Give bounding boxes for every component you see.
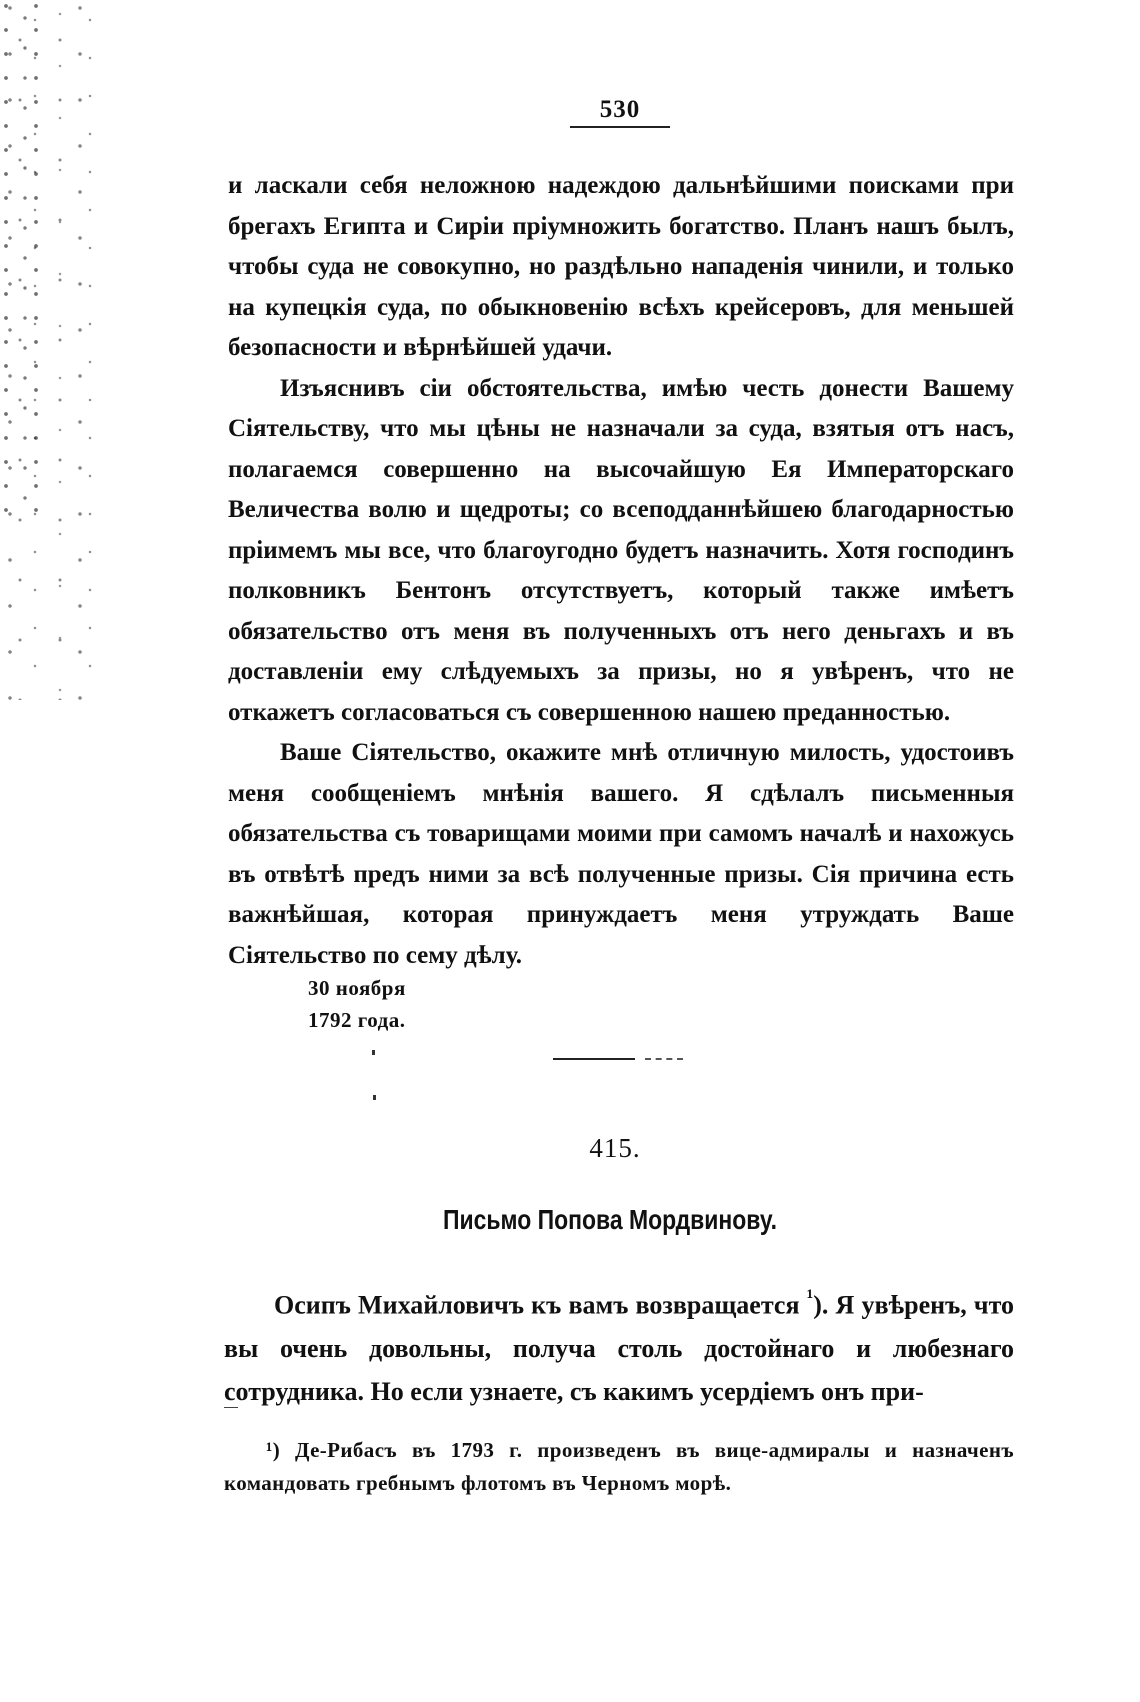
separator-line-short bbox=[645, 1058, 683, 1060]
body-paragraph: Изъяснивъ сіи обстоятельства, имѣю честь донести Вашему Сіятельству, что мы цѣны не назначали за суда, взятыя отъ насъ, полагаемся совершенно на высочайшую Ея Императорскаго Величества волю и щедроты; со всеподданнѣйшею благодарностью пріимемъ мы все, что благоугодно будетъ назначить. Хотя господинъ полковникъ Бентонъ отсутствуетъ, который также имѣетъ обязательство отъ меня въ полученныхъ отъ него деньгахъ и въ доставленіи ему слѣдуемыхъ за призы, но я увѣренъ, что не откажетъ согласоваться съ совершенною нашею преданностью. bbox=[228, 374, 1014, 726]
body-paragraph: и ласкали себя неложною надеждою дальнѣйшими поисками при брегахъ Египта и Сиріи пріумножить богатство. Планъ нашъ былъ, чтобы суда не совокупно, но раздѣльно нападенія чинили, и только на купецкія суда, по обыкновенію всѣхъ крейсеровъ, для меньшей безопасности и вѣрнѣйшей удачи. bbox=[228, 172, 1014, 361]
letter-text-rest: ). Я увѣренъ, что вы очень довольны, получа столь достойнаго и любезнаго сотрудника. Но если узнаете, съ какимъ усердіемъ онъ при- bbox=[224, 1290, 1015, 1406]
letter-text bbox=[224, 1276, 1014, 1413]
footnote-marker: ¹) bbox=[266, 1438, 281, 1462]
scan-edge-speckle-dark bbox=[0, 0, 40, 520]
footnote-paragraph bbox=[224, 1434, 1014, 1500]
separator-line bbox=[553, 1058, 635, 1060]
letter-title: Письмо Попова Мордвинову. bbox=[443, 1204, 777, 1235]
footnote bbox=[224, 1434, 1014, 1500]
date-line: 1792 года. bbox=[308, 1008, 406, 1032]
stray-ink-mark bbox=[373, 1095, 376, 1100]
body-paragraph: Ваше Сіятельство, окажите мнѣ отличную милость, удостоивъ меня сообщеніемъ мнѣнія вашего. Я сдѣлалъ письменныя обязательства съ товарищами моими при самомъ началѣ и нахожусь въ отвѣтѣ предъ ними за всѣ полученные призы. Сія причина есть важнѣйшая, которая принуждаетъ меня утруждать Ваше Сіятельство по сему дѣлу. bbox=[228, 739, 1014, 969]
letter-paragraph bbox=[224, 1276, 1014, 1413]
footnote-rule bbox=[224, 1407, 238, 1408]
footnote-text: Де-Рибасъ въ 1793 г. произведенъ въ вице-адмиралы и назначенъ командовать гребнымъ флотомъ въ Черномъ морѣ. bbox=[224, 1438, 1014, 1495]
letter-date bbox=[308, 972, 406, 1036]
footnote-reference: ¹ bbox=[806, 1285, 814, 1309]
date-line: 30 ноября bbox=[308, 976, 406, 1000]
stray-ink-mark bbox=[372, 1050, 375, 1055]
letter-number: 415. bbox=[589, 1133, 641, 1163]
letter-text-start: Осипъ Михайловичъ къ вамъ возвращается bbox=[274, 1290, 807, 1320]
page-number: 530 bbox=[570, 96, 670, 128]
letter-body-continuation bbox=[228, 166, 1014, 976]
